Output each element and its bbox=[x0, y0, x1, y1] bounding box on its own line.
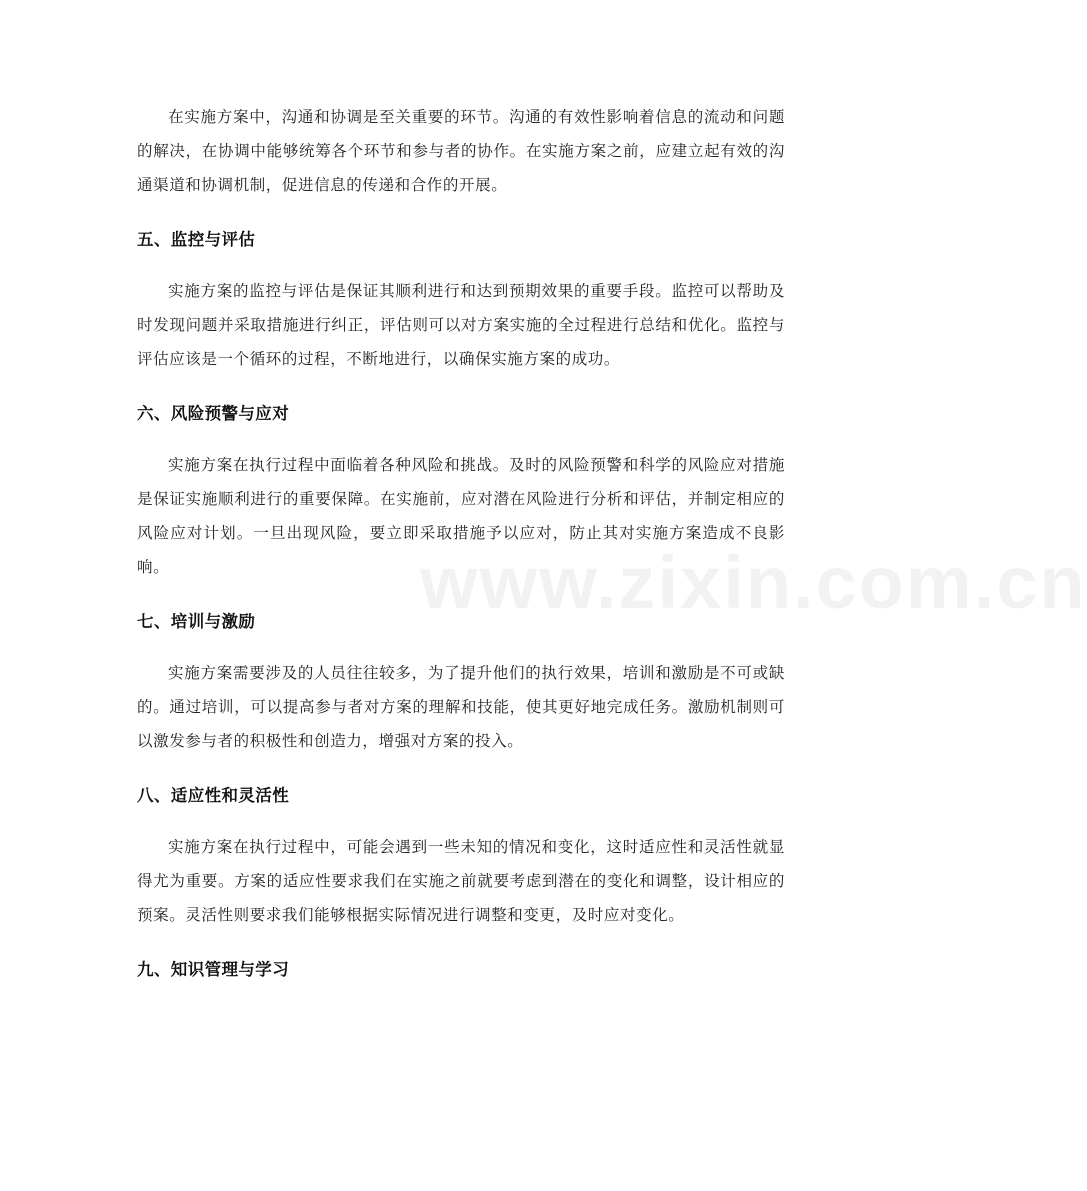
intro-paragraph: 在实施方案中，沟通和协调是至关重要的环节。沟通的有效性影响着信息的流动和问题的解决，在协调中能够统筹各个环节和参与者的协作。在实施方案之前，应建立起有效的沟通渠道和协调机制，促进信息的传递和合作的开展。 bbox=[137, 108, 785, 194]
section-heading-5: 五、监控与评估 bbox=[137, 230, 256, 249]
section-paragraph-7: 实施方案需要涉及的人员往往较多，为了提升他们的执行效果，培训和激励是不可或缺的。通过培训，可以提高参与者对方案的理解和技能，使其更好地完成任务。激励机制则可以激发参与者的积极性和创造力，增强对方案的投入。 bbox=[137, 664, 785, 750]
section-heading-8: 八、适应性和灵活性 bbox=[137, 786, 290, 805]
section-paragraph-8: 实施方案在执行过程中，可能会遇到一些未知的情况和变化，这时适应性和灵活性就显得尤为重要。方案的适应性要求我们在实施之前就要考虑到潜在的变化和调整，设计相应的预案。灵活性则要求我们能够根据实际情况进行调整和变更，及时应对变化。 bbox=[137, 838, 785, 924]
section-paragraph-6: 实施方案在执行过程中面临着各种风险和挑战。及时的风险预警和科学的风险应对措施是保证实施顺利进行的重要保障。在实施前，应对潜在风险进行分析和评估，并制定相应的风险应对计划。一旦出现风险，要立即采取措施予以应对，防止其对实施方案造成不良影响。 bbox=[137, 456, 785, 576]
section-heading-9: 九、知识管理与学习 bbox=[137, 960, 290, 979]
section-heading-6: 六、风险预警与应对 bbox=[137, 404, 290, 423]
section-heading-7: 七、培训与激励 bbox=[137, 612, 256, 631]
watermark: www.zixin.com.cn bbox=[420, 541, 1087, 624]
document-body bbox=[137, 100, 785, 984]
section-paragraph-5: 实施方案的监控与评估是保证其顺利进行和达到预期效果的重要手段。监控可以帮助及时发现问题并采取措施进行纠正，评估则可以对方案实施的全过程进行总结和优化。监控与评估应该是一个循环的过程，不断地进行，以确保实施方案的成功。 bbox=[137, 282, 785, 368]
